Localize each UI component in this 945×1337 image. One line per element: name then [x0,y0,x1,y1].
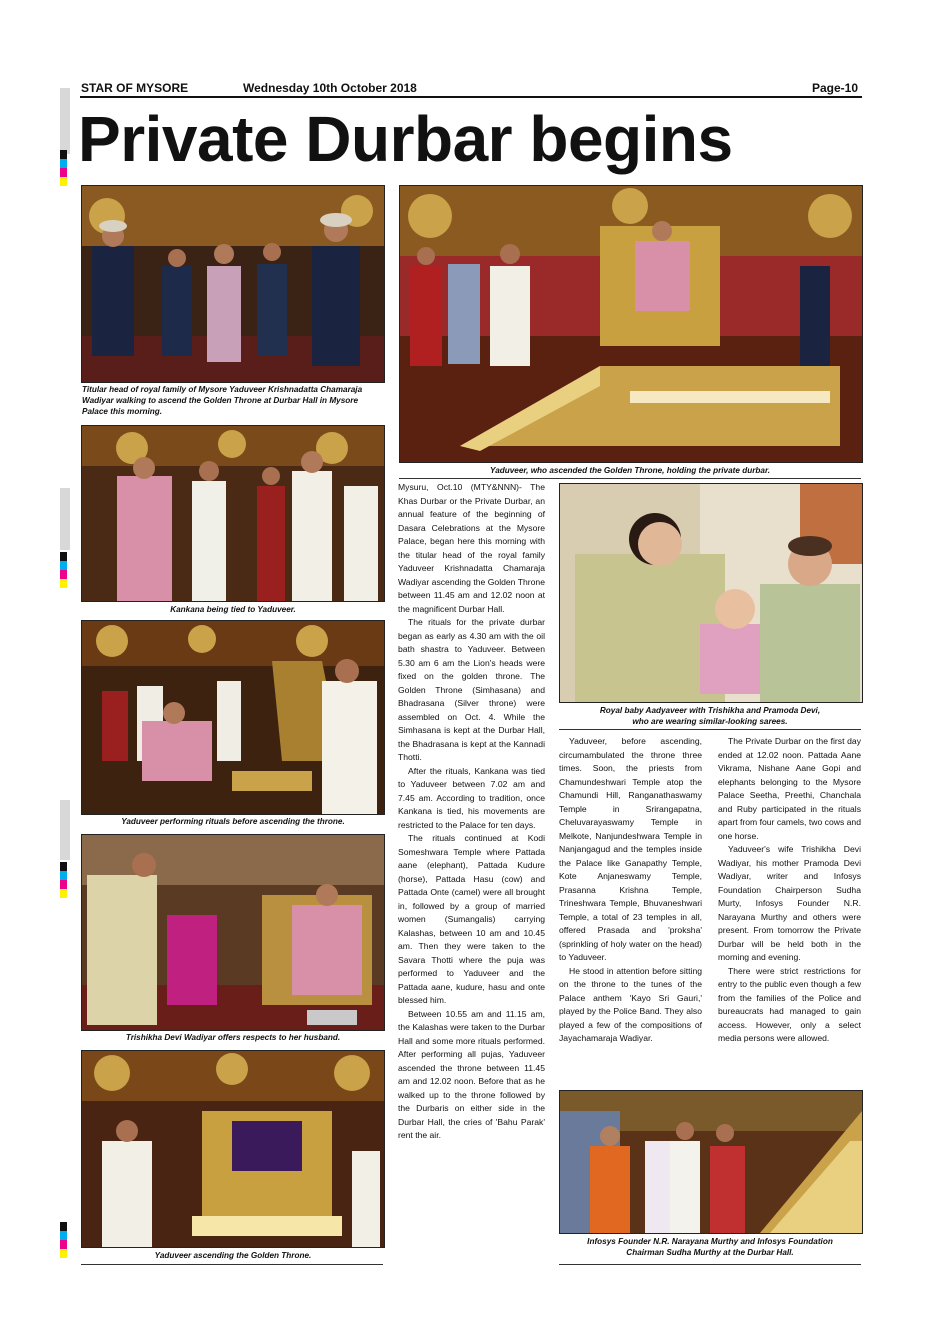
caption-rule [81,1264,383,1265]
registration-marks [60,150,67,186]
article-paragraph: The Private Durbar on the first day ended at 12.02 noon. Pattada Aane Vikrama, Nishane Aane Gopi and elephants belonging to the Mysore Palace Seetha, Preethi, Chanchala and Ruby participated in the rituals apart from four camels, two cows and one horse. [718,736,861,841]
article-column-1 [398,481,545,1143]
registration-marks [60,862,67,898]
caption-photo-7 [559,705,861,727]
caption-photo-8-line-1: Infosys Founder N.R. Narayana Murthy and Infosys Foundation [587,1237,833,1246]
caption-rule [559,729,861,730]
article-paragraph: The rituals for the private durbar began as early as 4.30 am with the oil bath shastra to Yaduveer. Between 5.30 am 6 am the Lion's heads were fixed on the golden throne. The Golden Throne (Simhasana) and Bhadrasana (Silver throne) were assembled on Oct. 4. While the Simhasana is kept at the Durbar Hall, the Bhadrasana is kept at the Kannadi Thotti. [398,617,545,762]
caption-photo-3: Yaduveer performing rituals before ascending the throne. [121,817,345,826]
caption-photo-8-line-2: Chairman Sudha Murthy at the Durbar Hall. [626,1248,794,1257]
margin-grey-bar [60,800,70,860]
photo-royal-baby [559,483,863,703]
article-paragraph: After the rituals, Kankana was tied to Yaduveer between 7.02 am and 7.45 am. According to tradition, once Kankana is tied, his movements are restricted to the Palace for ten days. [398,765,545,830]
photo-royal-walk [81,185,385,383]
article-paragraph: He stood in attention before sitting on the throne to the tunes of the Palace anthem 'Kayo Sri Gauri,' played by the Police Band. They also played a few of the compositions of Jayachamaraja Wadiyar. [559,965,702,1043]
caption-rule [399,478,861,479]
page-headline: Private Durbar begins [78,103,733,175]
article-paragraph: Yaduveer, before ascending, circumambulated the throne three times. Soon, the priests from Chamundeshwari Temple atop the Chamundi Hill, Ranganathaswamy Temple in Srirangapatna, Cheluvarayaswamy Temple in Melkote, Nanjundeshwara Temple in Nanjangagud and the temples inside the Palace like Ganapathy Temple, Kote Anjaneswamy Temple, Prasanna Krishna Temple, Trineshwara Temple, Bhuvaneshwari Temple, a total of 23 temples in all, offered Prasada and 'proksha' (sprinkling of holy water on the head) to Yaduveer. [559,736,702,962]
registration-marks [60,1222,67,1258]
caption-photo-6: Yaduveer, who ascended the Golden Throne, holding the private durbar. [490,466,770,475]
caption-photo-8 [559,1236,861,1258]
article-paragraph: The rituals continued at Kodi Someshwara Temple where Pattada aane (elephant), Pattada Kudure (horse), Pattada Hasu (cow) and Pattada Onte (camel) were all brought in, followed by a group of married women (Sumangalis) carrying Kalashas, between 10 am and 10.45 am. Then they were taken to the Savara Thotti where the puja was performed to Yaduveer and the Pattada aane, kudure, hasu and onte blessed him. [398,833,545,1005]
article-paragraph: There were strict restrictions for entry to the public even though a few from the families of the Police and bureaucrats had managed to gain access. However, only a select media persons were allowed. [718,965,861,1043]
photo-ascending-throne [81,1050,385,1248]
article-column-2 [559,735,702,1046]
article-column-3 [718,735,861,1046]
header-rule [80,96,862,98]
photo-rituals [81,620,385,815]
photo-private-durbar [399,185,863,463]
margin-grey-bar [60,88,70,154]
article-paragraph: Between 10.55 am and 11.15 am, the Kalashas were taken to the Durbar Hall and some more rituals performed. After performing all pujas, Yaduveer ascended the throne between 11.45 am and 12.02 noon. Before that as he walked up to the throne followed by the Durbaris on either side in the Durbar Hall, the cries of 'Bahu Parak' rent the air. [398,1008,545,1140]
publication-name: STAR OF MYSORE [81,81,189,95]
photo-kankana [81,425,385,602]
margin-grey-bar [60,488,70,550]
registration-marks [60,552,67,588]
article-paragraph: Yaduveer's wife Trishikha Devi Wadiyar, his mother Pramoda Devi Wadiyar, writer and Infosys Foundation Chairperson Sudha Murty, Infosys Founder N.R. Narayana Murthy and others were present. From tomorrow the Private Durbar will be held both in the morning and evening. [718,844,861,962]
issue-date: Wednesday 10th October 2018 [243,81,417,95]
caption-rule [559,1264,861,1265]
article-paragraph: Mysuru, Oct.10 (MTY&NNN)- The Khas Durbar or the Private Durbar, an annual feature of the beginning of Dasara Celebrations at the Mysore Palace, began here this morning with the titular head of the royal family Yaduveer Krishnadatta Chamaraja Wadiyar ascending the Golden Throne between 11.45 am and 12.02 noon at the magnificent Durbar Hall. [398,482,545,614]
page-number: Page-10 [812,81,859,95]
caption-photo-5: Yaduveer ascending the Golden Throne. [154,1251,312,1260]
photo-respects [81,834,385,1031]
caption-photo-1: Titular head of royal family of Mysore Yaduveer Krishnadatta Chamaraja Wadiyar walking to ascend the Golden Throne at Durbar Hall in Mysore Palace this morning. [82,385,363,416]
caption-photo-2: Kankana being tied to Yaduveer. [170,605,296,614]
photo-murthys [559,1090,863,1234]
caption-photo-7-line-2: who are wearing similar-looking sarees. [632,717,788,726]
caption-photo-7-line-1: Royal baby Aadyaveer with Trishikha and Pramoda Devi, [599,706,821,715]
caption-photo-4: Trishikha Devi Wadiyar offers respects to her husband. [125,1033,341,1042]
